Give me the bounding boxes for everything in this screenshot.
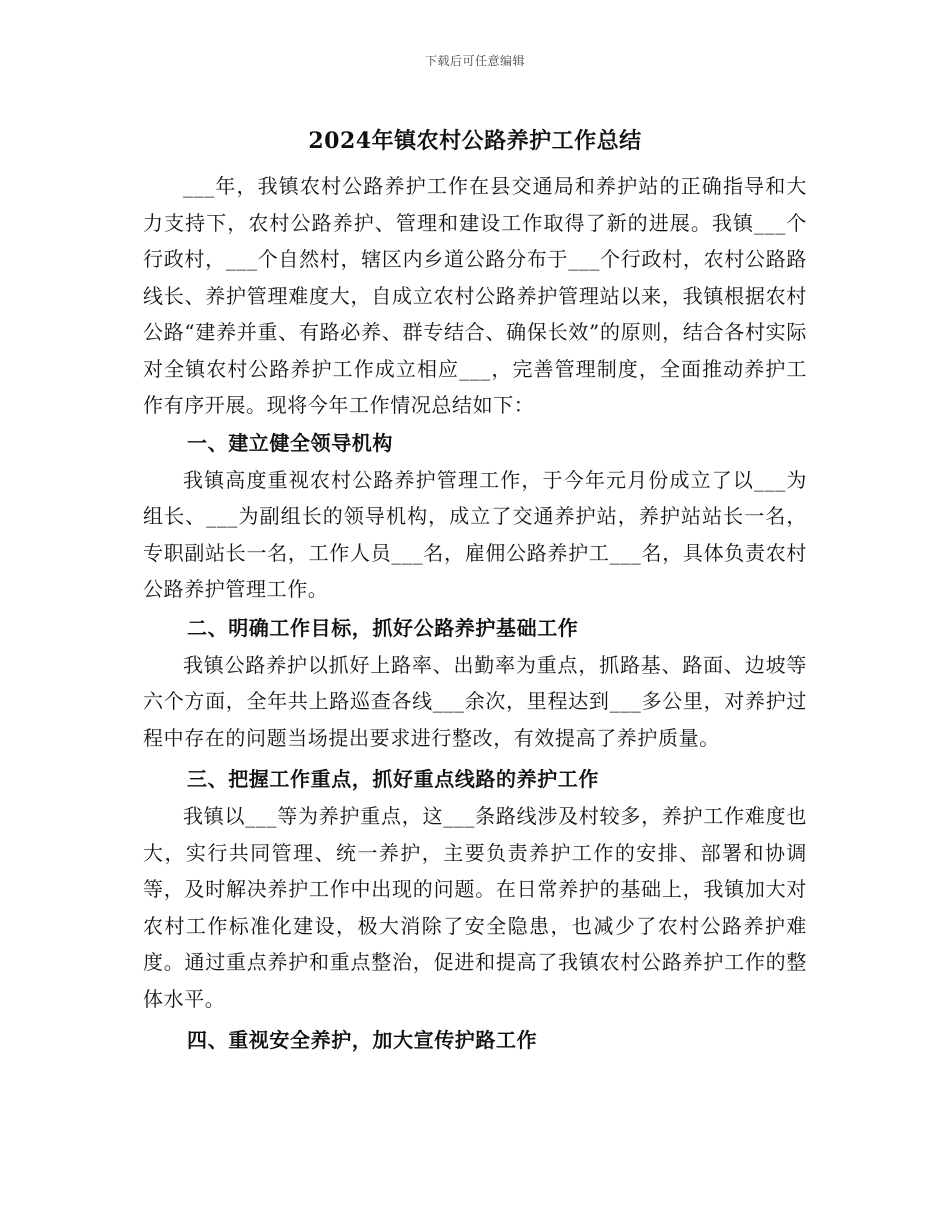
section-body-1: 我镇高度重视农村公路养护管理工作，于今年元月份成立了以___为组长、___为副组长的领导机构，成立了交通养护站，养护站站长一名，专职副站长一名，工作人员___名，雇佣公路养护工___名，具体负责农村公路养护管理工作。 bbox=[143, 467, 807, 601]
section-body-3: 我镇以___等为养护重点，这___条路线涉及村较多，养护工作难度也大，实行共同管理、统一养护，主要负责养护工作的安排、部署和协调等，及时解决养护工作中出现的问题。在日常养护的基础上，我镇加大对农村工作标准化建设，极大消除了安全隐患，也减少了农村公路养护难度。通过重点养护和重点整治，促进和提高了我镇农村公路养护工作的整体水平。 bbox=[143, 804, 807, 1011]
section-heading-4: 四、重视安全养护，加大宣传护路工作 bbox=[187, 1028, 538, 1052]
section-heading-1: 一、建立健全领导机构 bbox=[187, 430, 393, 455]
intro-paragraph: ___年，我镇农村公路养护工作在县交通局和养护站的正确指导和大力支持下，农村公路养护、管理和建设工作取得了新的进展。我镇___个行政村，___个自然村，辖区内乡道公路分布于___个行政村，农村公路路线长、养护管理难度大，自成立农村公路养护管理站以来，我镇根据农村公路“建养并重、有路必养、群专结合、确保长效”的原则，结合各村实际对全镇农村公路养护工作成立相应___，完善管理制度，全面推动养护工作有序开展。现将今年工作情况总结如下： bbox=[143, 174, 807, 417]
document-body bbox=[143, 168, 807, 1059]
section-body-2: 我镇公路养护以抓好上路率、出勤率为重点，抓路基、路面、边坡等六个方面，全年共上路巡查各线___余次，里程达到___多公里，对养护过程中存在的问题当场提出要求进行整改，有效提高了养护质量。 bbox=[143, 652, 807, 750]
document-title: 2024年镇农村公路养护工作总结 bbox=[308, 128, 642, 154]
section-heading-2: 二、明确工作目标，抓好公路养护基础工作 bbox=[187, 615, 579, 640]
section-heading-3: 三、把握工作重点，抓好重点线路的养护工作 bbox=[187, 767, 599, 791]
page-header-note: 下载后可任意编辑 bbox=[424, 54, 525, 68]
